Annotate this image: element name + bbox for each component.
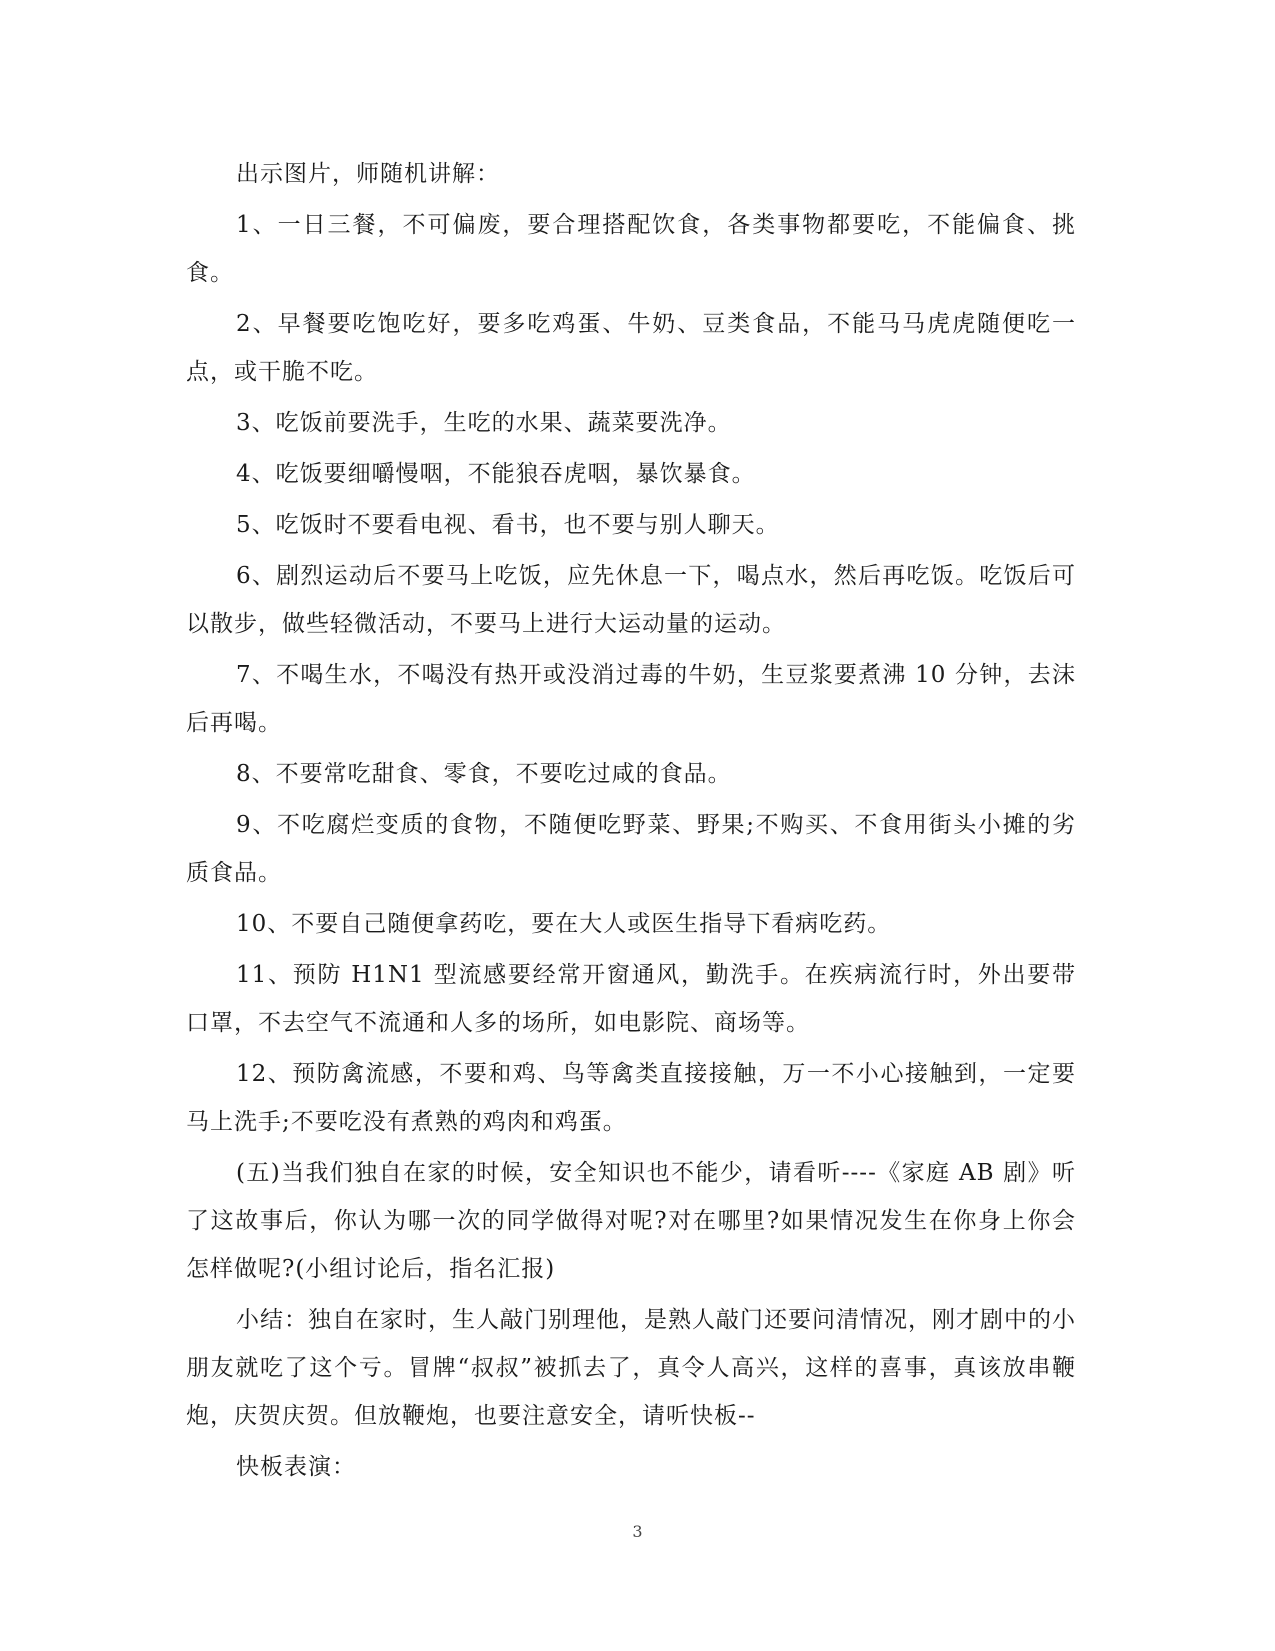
paragraph-item-3: 3、吃饭前要洗手，生吃的水果、蔬菜要洗净。 — [236, 410, 732, 436]
paragraph-item-6: 6、剧烈运动后不要马上吃饭，应先休息一下，喝点水，然后再吃饭。吃饭后可以散步，做些轻微活动，不要马上进行大运动量的运动。 — [186, 563, 1076, 637]
paragraph-item-11: 11、预防 H1N1 型流感要经常开窗通风，勤洗手。在疾病流行时，外出要带口罩，不去空气不流通和人多的场所，如电影院、商场等。 — [186, 962, 1076, 1036]
paragraph-summary: 小结：独自在家时，生人敲门别理他，是熟人敲门还要问清情况，刚才剧中的小朋友就吃了这个亏。冒牌“叔叔”被抓去了，真令人高兴，这样的喜事，真该放串鞭炮，庆贺庆贺。但放鞭炮，也要注意安全，请听快板-- — [186, 1307, 1076, 1429]
paragraph-clapper-performance: 快板表演： — [236, 1454, 356, 1480]
paragraph-item-8: 8、不要常吃甜食、零食，不要吃过咸的食品。 — [236, 761, 732, 787]
paragraph-item-12: 12、预防禽流感，不要和鸡、鸟等禽类直接接触，万一不小心接触到，一定要马上洗手;不要吃没有煮熟的鸡肉和鸡蛋。 — [186, 1061, 1076, 1135]
paragraph-intro: 出示图片，师随机讲解： — [236, 161, 500, 187]
paragraph-item-9: 9、不吃腐烂变质的食物，不随便吃野菜、野果;不购买、不食用街头小摊的劣质食品。 — [186, 812, 1076, 886]
document-body — [186, 150, 1076, 1494]
paragraph-item-10: 10、不要自己随便拿药吃，要在大人或医生指导下看病吃药。 — [236, 911, 892, 937]
paragraph-section-five: (五)当我们独自在家的时候，安全知识也不能少，请看听----《家庭 AB 剧》听了这故事后，你认为哪一次的同学做得对呢?对在哪里?如果情况发生在你身上你会怎样做呢?(小组讨论后，指名汇报) — [186, 1160, 1076, 1282]
paragraph-item-7: 7、不喝生水，不喝没有热开或没消过毒的牛奶，生豆浆要煮沸 10 分钟，去沫后再喝。 — [186, 662, 1076, 736]
paragraph-item-5: 5、吃饭时不要看电视、看书，也不要与别人聊天。 — [236, 512, 780, 538]
paragraph-item-4: 4、吃饭要细嚼慢咽，不能狼吞虎咽，暴饮暴食。 — [236, 461, 756, 487]
paragraph-item-1: 1、一日三餐，不可偏废，要合理搭配饮食，各类事物都要吃，不能偏食、挑食。 — [186, 212, 1076, 286]
page-number: 3 — [632, 1522, 643, 1541]
paragraph-item-2: 2、早餐要吃饱吃好，要多吃鸡蛋、牛奶、豆类食品，不能马马虎虎随便吃一点，或干脆不吃。 — [186, 311, 1076, 385]
